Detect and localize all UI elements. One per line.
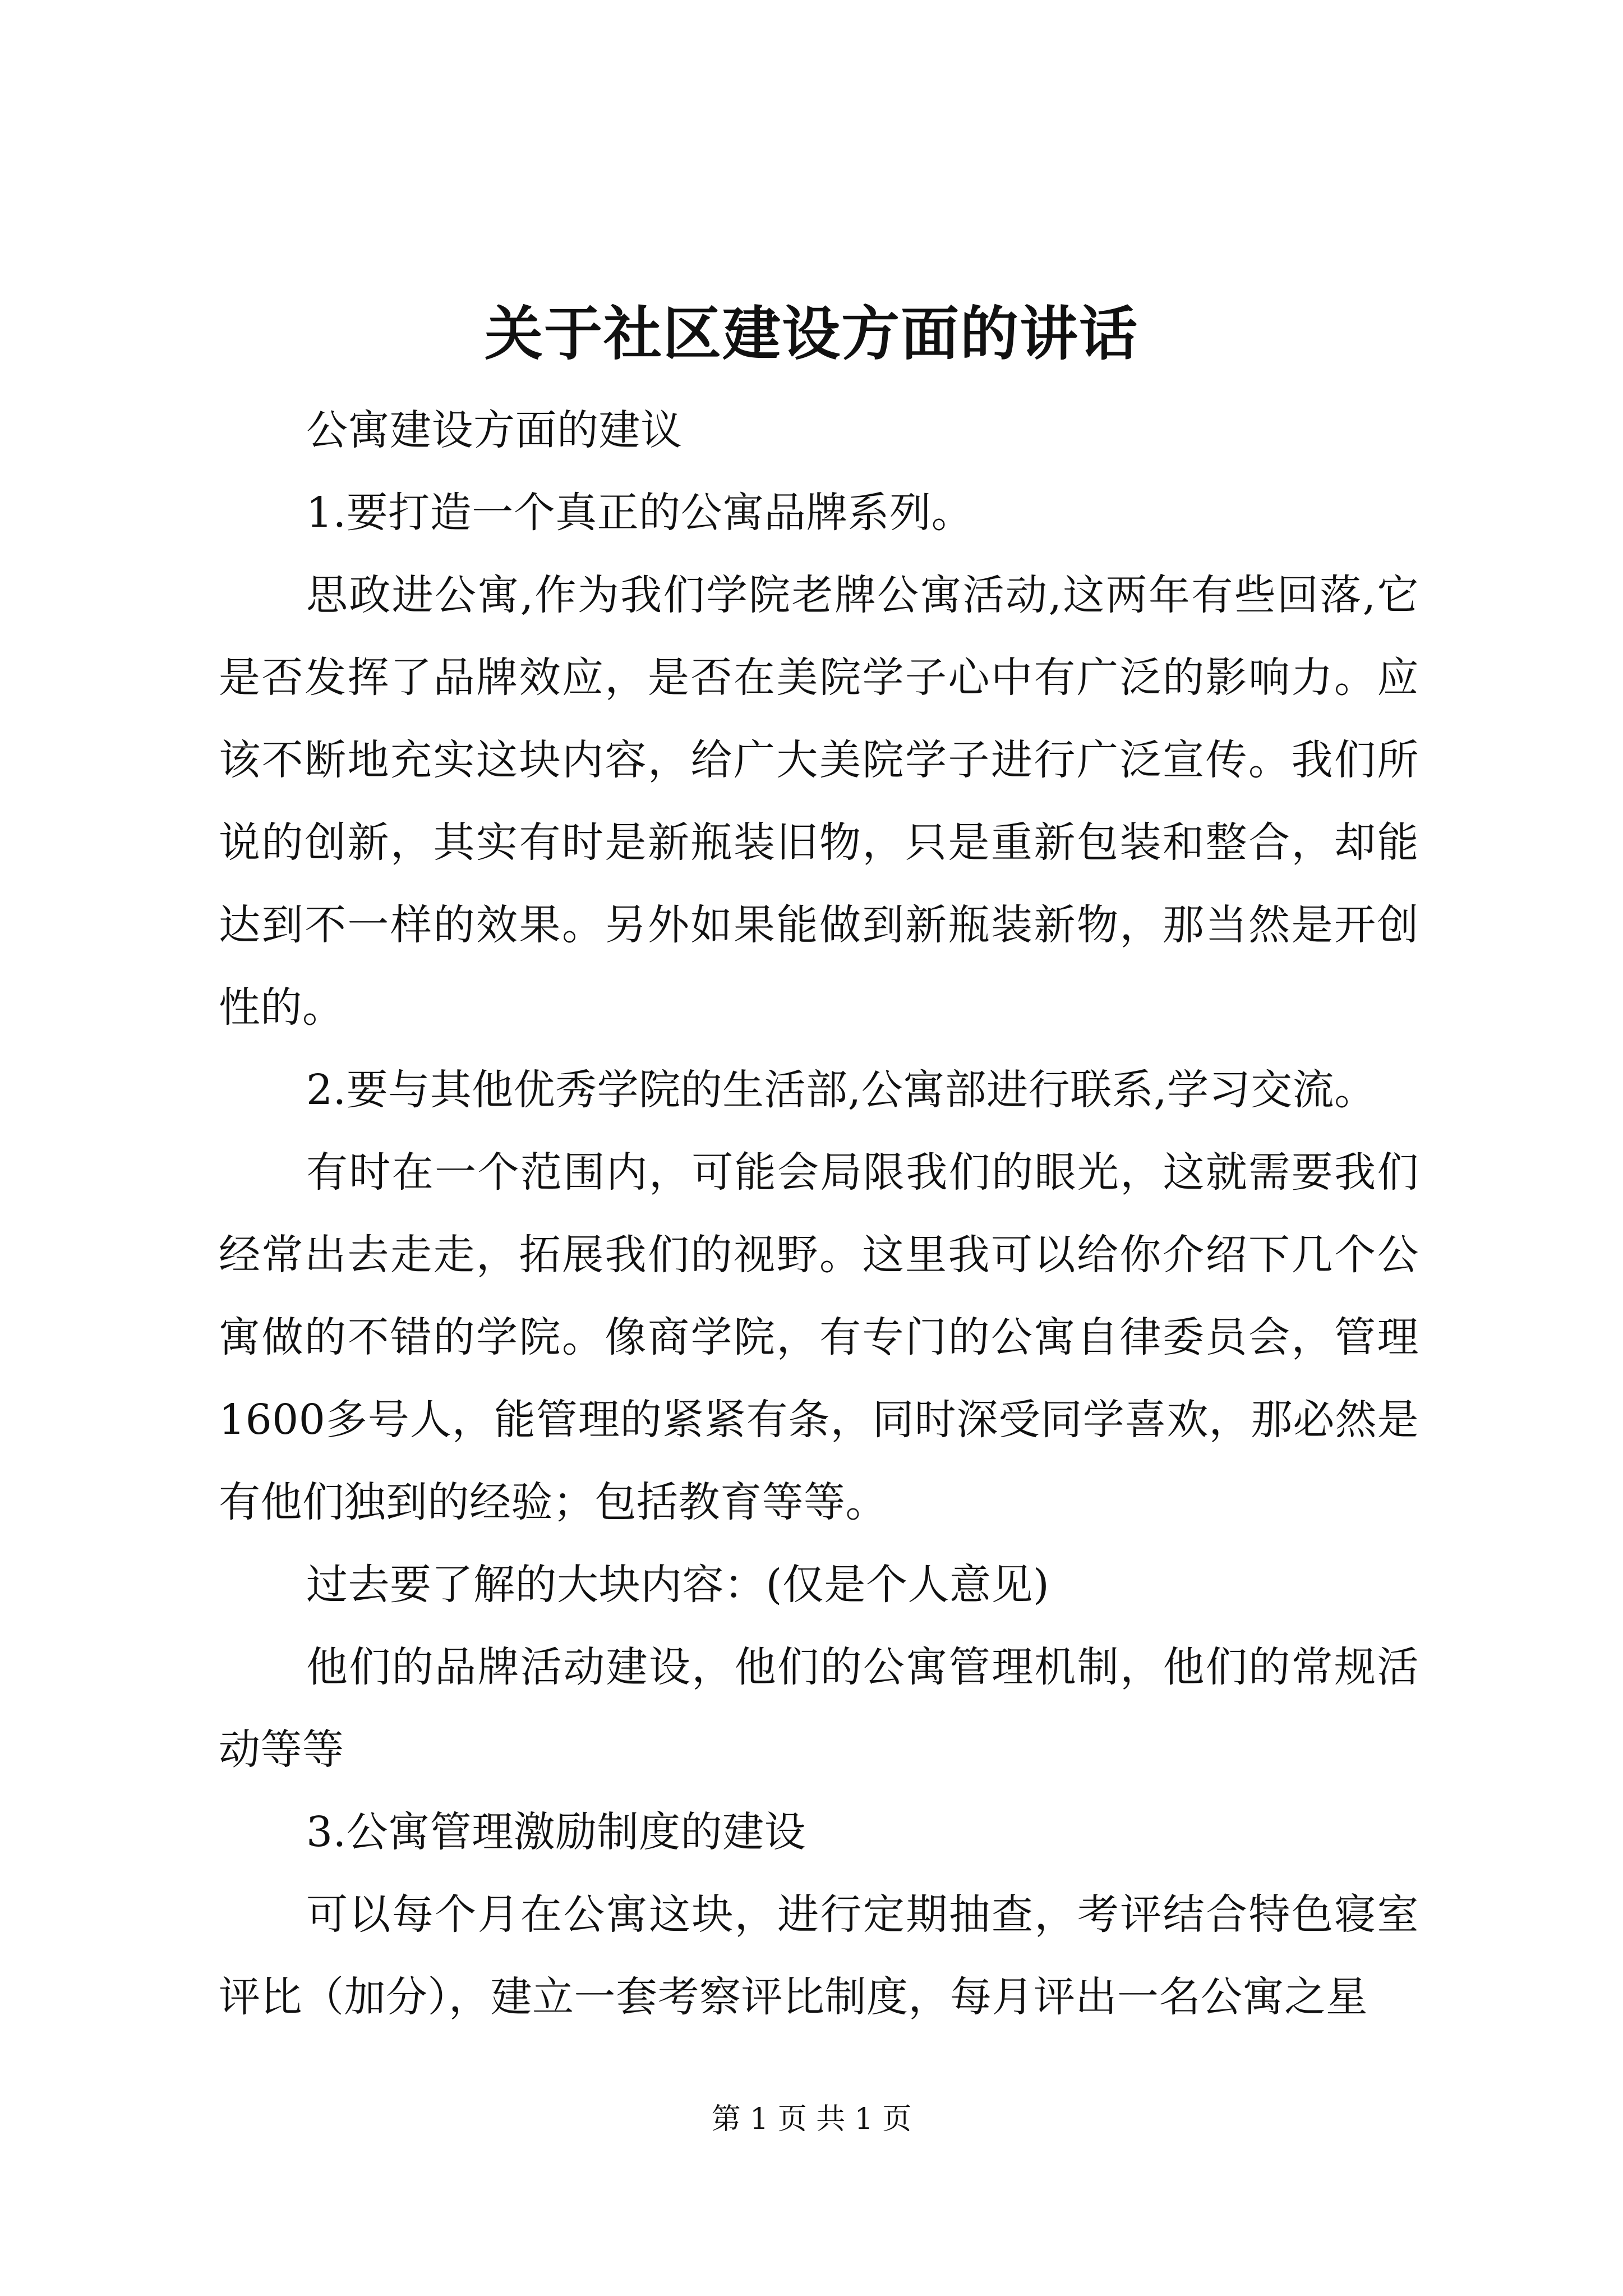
paragraph-body: 思政进公寓,作为我们学院老牌公寓活动,这两年有些回落,它是否发挥了品牌效应，是否在美院学子心中有广泛的影响力。应该不断地充实这块内容，给广大美院学子进行广泛宣传。我们所说的创新，其实有时是新瓶装旧物，只是重新包装和整合，却能达到不一样的效果。另外如果能做到新瓶装新物，那当然是开创性的。 [219, 571, 1419, 1032]
paragraph-body: 过去要了解的大块内容：(仅是个人意见) [306, 1561, 1050, 1609]
paragraph-body: 有时在一个范围内，可能会局限我们的眼光，这就需要我们经常出去走走，拓展我们的视野。这里我可以给你介绍下几个公寓做的不错的学院。像商学院，有专门的公寓自律委员会，管理1600多号人，能管理的紧紧有条，同时深受同学喜欢，那必然是有他们独到的经验；包括教育等等。 [219, 1148, 1419, 1526]
paragraph-body: 他们的品牌活动建设，他们的公寓管理机制，他们的常规活动等等 [219, 1643, 1419, 1774]
paragraph-item-2: 2.要与其他优秀学院的生活部,公寓部进行联系,学习交流。 [306, 1066, 1376, 1114]
document-title: 关于社区建设方面的讲话 [484, 299, 1138, 368]
page-number-footer: 第 1 页 共 1 页 [711, 2102, 912, 2136]
paragraph-section-heading: 公寓建设方面的建议 [306, 406, 683, 454]
paragraph-item-1: 1.要打造一个真正的公寓品牌系列。 [306, 489, 974, 537]
paragraph-body: 可以每个月在公寓这块，进行定期抽查，考评结合特色寝室评比（加分），建立一套考察评比制度，每月评出一名公寓之星 [219, 1890, 1419, 2021]
paragraph-item-3: 3.公寓管理激励制度的建设 [306, 1808, 806, 1856]
document-body [219, 389, 1419, 2039]
